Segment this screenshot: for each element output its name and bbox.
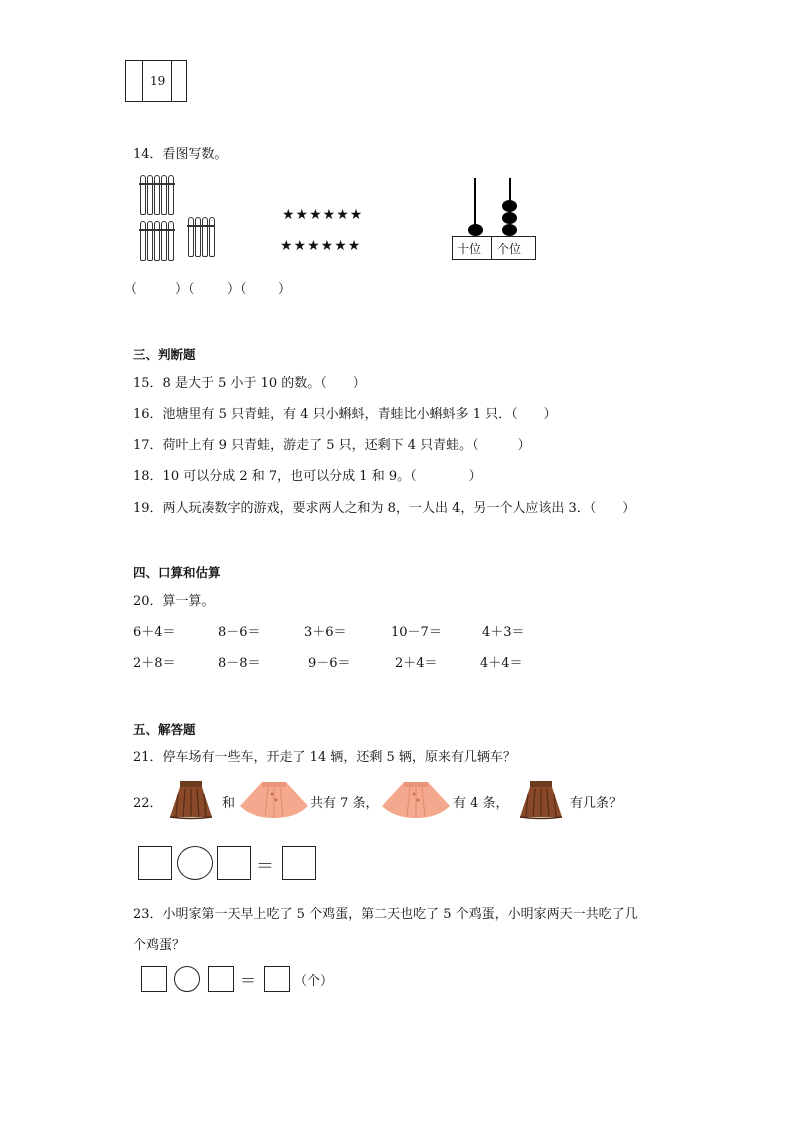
calc-r2-1: 2＋8＝ [133,656,176,671]
calc-r1-1: 6＋4＝ [133,625,176,640]
q14-answer-3-open: ）（ [227,282,247,297]
calc-r1-3: 3＋6＝ [304,625,347,640]
calc-r2-2: 8－8＝ [218,656,261,671]
section3-heading: 三、判断题 [133,347,196,362]
q23-operator-circle[interactable] [174,966,200,992]
q22-ask: 有几条？ [570,796,623,811]
abacus-ones-label: 个位 [497,242,522,256]
calc-r2-3: 9－6＝ [308,656,351,671]
abacus-tens-label: 十位 [457,242,482,256]
q20-title: 20．算一算。 [133,594,215,609]
q22-equals: ＝ [256,856,274,877]
brown-skirt-image-1 [168,780,214,820]
section5-heading: 五、解答题 [133,722,196,737]
q22-number: 22． [133,796,163,811]
q22-and: 和 [222,796,236,811]
brown-skirt-image-2 [518,780,564,820]
calc-r1-2: 8－6＝ [218,625,261,640]
pink-skirt-image-1 [238,780,310,820]
judge-item-15: 15．8 是大于 5 小于 10 的数。（ ） [133,376,366,391]
q22-box-answer[interactable] [282,846,316,880]
calc-r2-5: 4＋4＝ [480,656,523,671]
q23-line2: 个鸡蛋？ [133,938,186,953]
q23-equals: ＝ [240,971,257,990]
q14-title: 14．看图写数。 [133,147,228,162]
q23-line1: 23．小明家第一天早上吃了 5 个鸡蛋，第二天也吃了 5 个鸡蛋，小明家两天一共吃了几 [133,907,638,922]
section4-heading: 四、口算和估算 [133,565,221,580]
q23-box-2[interactable] [208,966,234,992]
judge-item-17: 17．荷叶上有 9 只青蛙，游走了 5 只，还剩下 4 只青蛙。（ ） [133,438,531,453]
top-number-box [125,60,187,102]
q14-answer-1-open: （ [124,282,138,297]
q22-total: 共有 7 条， [310,796,379,811]
stick-bundles [138,175,228,265]
q23-unit: （个） [294,974,334,989]
q14-answer-close: ） [278,282,292,297]
pink-skirt-image-2 [380,780,452,820]
calc-r2-4: 2＋4＝ [395,656,438,671]
judge-item-16: 16．池塘里有 5 只青蛙，有 4 只小蝌蚪，青蛙比小蝌蚪多 1 只．（ ） [133,407,557,422]
q22-operator-circle[interactable] [177,846,213,880]
calc-r1-5: 4＋3＝ [482,625,525,640]
calc-r1-4: 10－7＝ [391,625,442,640]
q21-text: 21．停车场有一些车，开走了 14 辆，还剩 5 辆，原来有几辆车？ [133,750,516,765]
stars-row-1: ★★★★★★ [282,207,364,223]
judge-item-19: 19．两人玩凑数字的游戏，要求两人之和为 8，一人出 4，另一个人应该出 3．（ ） [133,501,636,516]
q22-box-1[interactable] [138,846,172,880]
stars-row-2: ★★★★★★ [280,238,362,254]
abacus [450,175,540,263]
q23-box-1[interactable] [141,966,167,992]
top-box-value: 19 [150,74,166,88]
judge-item-18: 18．10 可以分成 2 和 7，也可以分成 1 和 9。（ ） [133,469,482,484]
q22-box-2[interactable] [217,846,251,880]
q14-answer-2-open: ）（ [175,282,195,297]
q23-box-answer[interactable] [264,966,290,992]
q22-have: 有 4 条， [453,796,509,811]
